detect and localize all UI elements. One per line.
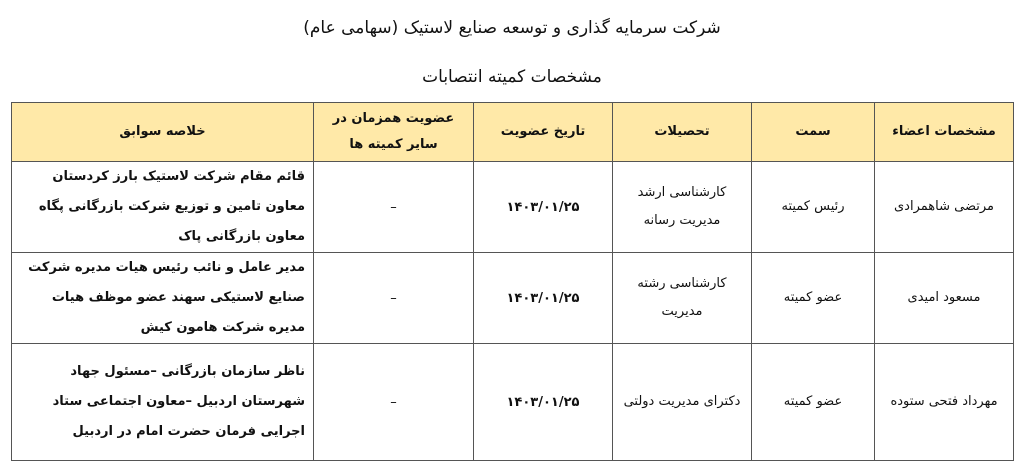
member-summary: مدیر عامل و نائب رئیس هیات مدیره شرکت صنایع لاستیکی سهند عضو موظف هیات مدیره شرکت هامون کیش bbox=[12, 253, 314, 344]
member-name: مرتضی شاهمرادی bbox=[875, 162, 1014, 253]
table-row bbox=[12, 253, 1014, 344]
membership-date: ۱۴۰۳/۰۱/۲۵ bbox=[474, 344, 613, 461]
company-title: شرکت سرمایه گذاری و توسعه صنایع لاستیک (سهامی عام) bbox=[303, 18, 721, 38]
member-position: عضو کمیته bbox=[752, 344, 875, 461]
member-position: رئیس کمیته bbox=[752, 162, 875, 253]
table-header-row bbox=[12, 103, 1014, 162]
header-education: تحصیلات bbox=[613, 103, 752, 162]
header-other-committees: عضویت همزمان در سایر کمیته ها bbox=[314, 103, 474, 162]
member-education: کارشناسی ارشد مدیریت رسانه bbox=[613, 162, 752, 253]
committee-members-table bbox=[11, 102, 1014, 461]
member-name: مهرداد فتحی ستوده bbox=[875, 344, 1014, 461]
member-summary: قائم مقام شرکت لاستیک بارز کردستان معاون تامین و توزیع شرکت بازرگانی پگاه معاون بازرگانی پاک bbox=[12, 162, 314, 253]
membership-date: ۱۴۰۳/۰۱/۲۵ bbox=[474, 162, 613, 253]
member-education: کارشناسی رشته مدیریت bbox=[613, 253, 752, 344]
other-committees: – bbox=[314, 344, 474, 461]
table-row bbox=[12, 344, 1014, 461]
member-name: مسعود امیدی bbox=[875, 253, 1014, 344]
header-position: سمت bbox=[752, 103, 875, 162]
header-membership-date: تاریخ عضویت bbox=[474, 103, 613, 162]
member-education: دکترای مدیریت دولتی bbox=[613, 344, 752, 461]
membership-date: ۱۴۰۳/۰۱/۲۵ bbox=[474, 253, 613, 344]
other-committees: – bbox=[314, 253, 474, 344]
committee-title: مشخصات کمیته انتصابات bbox=[422, 67, 602, 87]
header-member-name: مشخصات اعضاء bbox=[875, 103, 1014, 162]
table-row bbox=[12, 162, 1014, 253]
header-summary: خلاصه سوابق bbox=[12, 103, 314, 162]
other-committees: – bbox=[314, 162, 474, 253]
member-summary: ناظر سازمان بازرگانی –مسئول جهاد شهرستان اردبیل –معاون اجتماعی ستاد اجرایی فرمان حضرت امام در اردبیل bbox=[12, 344, 314, 461]
member-position: عضو کمیته bbox=[752, 253, 875, 344]
